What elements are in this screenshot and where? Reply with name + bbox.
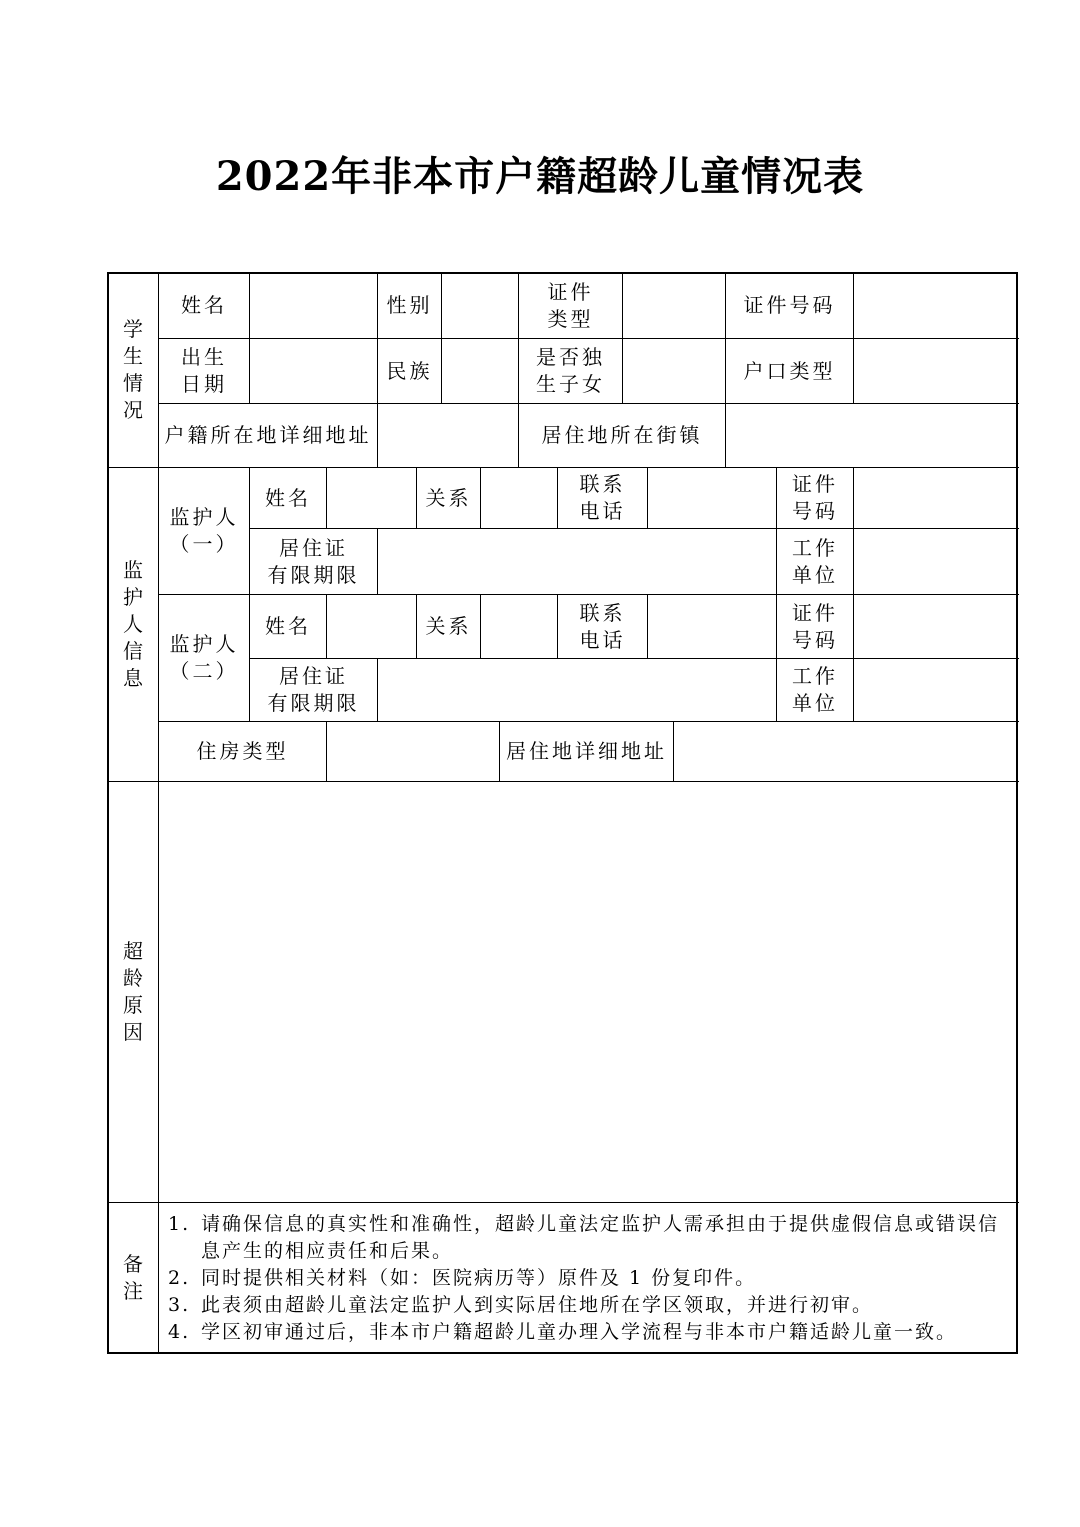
student-only-child-label: 是否独 生子女 — [536, 345, 605, 396]
guardian2-id-number-label: 证件 号码 — [792, 600, 838, 652]
student-hukou-type-field[interactable] — [854, 339, 1018, 403]
guardian2-phone-field[interactable] — [648, 595, 776, 658]
vertical-label-char: 龄 — [123, 966, 143, 990]
student-hukou-address-label: 户籍所在地详细地址 — [164, 423, 372, 447]
student-name-field[interactable] — [250, 273, 377, 338]
student-hukou-address-field[interactable] — [378, 404, 518, 467]
vertical-label-char: 监 — [123, 558, 143, 582]
note-number: 2. — [168, 1267, 191, 1289]
guardian1-phone-field[interactable] — [648, 468, 776, 528]
guardian2-relation-label: 关系 — [425, 614, 472, 638]
guardian1-name-label: 姓名 — [265, 485, 311, 510]
student-hukou-type-label: 户口类型 — [743, 358, 836, 383]
guardian1-employer-field[interactable] — [854, 529, 1018, 594]
student-only-child-field[interactable] — [623, 339, 725, 403]
guardian1-id-number-field[interactable] — [854, 468, 1018, 528]
vertical-label-char: 生 — [123, 344, 143, 368]
student-id-number-field[interactable] — [854, 273, 1018, 338]
student-ethnicity-label: 民族 — [386, 358, 433, 383]
reason-section-label — [108, 782, 158, 1202]
vertical-label-char: 情 — [123, 371, 143, 395]
student-id-type-label: 证件 类型 — [547, 279, 594, 331]
vertical-label-char: 息 — [123, 666, 143, 690]
vertical-label-char: 备 — [123, 1252, 143, 1276]
guardian2-employer-field[interactable] — [854, 659, 1018, 721]
vertical-label-char: 学 — [123, 317, 143, 341]
vertical-label-char: 因 — [123, 1020, 143, 1044]
note-text: 此表须由超龄儿童法定监护人到实际居住地所在学区领取，并进行初审。 — [201, 1294, 874, 1316]
student-residence-street-label: 居住地所在街镇 — [541, 423, 703, 447]
reason-field[interactable] — [159, 782, 1018, 1202]
residence-address-label: 居住地详细地址 — [506, 739, 667, 763]
guardian2-employer-label: 工作 单位 — [792, 664, 838, 715]
guardian-section-label — [108, 468, 158, 781]
student-name-label: 姓名 — [181, 293, 227, 317]
note-number: 3. — [168, 1294, 191, 1316]
student-birth-date-label: 出生 日期 — [181, 345, 227, 396]
guardian1-employer-label: 工作 单位 — [792, 535, 838, 587]
guardian2-name-label: 姓名 — [265, 614, 311, 638]
note-number: 1. — [168, 1213, 191, 1235]
guardian1-permit-label: 居住证 有限期限 — [267, 535, 360, 587]
housing-type-field[interactable] — [327, 722, 499, 781]
guardian2-phone-label: 联系 电话 — [579, 600, 626, 652]
vertical-label-char: 人 — [123, 612, 143, 636]
guardian2-permit-field[interactable] — [378, 659, 776, 721]
student-residence-street-field[interactable] — [726, 404, 1018, 467]
student-section-label — [108, 273, 158, 467]
student-gender-field[interactable] — [442, 273, 518, 338]
note-item — [168, 1265, 1013, 1292]
vertical-label-char: 超 — [123, 939, 143, 963]
note-text: 学区初审通过后，非本市户籍超龄儿童办理入学流程与非本市户籍适龄儿童一致。 — [201, 1321, 958, 1343]
vertical-label-char: 原 — [123, 993, 143, 1017]
student-birth-date-field[interactable] — [250, 339, 377, 403]
vertical-label-char: 信 — [123, 639, 143, 663]
guardian2-label: 监护人 （二） — [169, 632, 239, 683]
note-item — [168, 1211, 1013, 1265]
notes-list — [168, 1211, 1013, 1346]
note-text: 请确保信息的真实性和准确性，超龄儿童法定监护人需承担由于提供虚假信息或错误信息产生的相应责任和后果。 — [201, 1213, 1000, 1262]
guardian1-label: 监护人 （一） — [169, 505, 239, 556]
residence-address-field[interactable] — [674, 722, 1018, 781]
guardian1-id-number-label: 证件 号码 — [792, 472, 838, 523]
note-text: 同时提供相关材料（如：医院病历等）原件及 1 份复印件。 — [201, 1267, 757, 1289]
section-divider — [108, 1202, 1019, 1203]
student-ethnicity-field[interactable] — [442, 339, 518, 403]
guardian1-relation-label: 关系 — [425, 485, 472, 510]
note-item — [168, 1292, 1013, 1319]
notes-section-label — [108, 1203, 158, 1353]
note-item — [168, 1319, 1013, 1346]
housing-type-label: 住房类型 — [196, 739, 289, 763]
student-id-type-field[interactable] — [623, 273, 725, 338]
page-title: 2022年非本市户籍超龄儿童情况表 — [215, 153, 865, 200]
student-id-number-label: 证件号码 — [743, 293, 836, 317]
vertical-label-char: 护 — [123, 585, 143, 609]
note-number: 4. — [168, 1321, 191, 1343]
guardian2-relation-field[interactable] — [481, 595, 557, 658]
vertical-label-char: 注 — [123, 1279, 143, 1303]
guardian1-phone-label: 联系 电话 — [579, 472, 626, 523]
guardian2-name-field[interactable] — [327, 595, 416, 658]
guardian1-relation-field[interactable] — [481, 468, 557, 528]
guardian1-name-field[interactable] — [327, 468, 416, 528]
student-gender-label: 性别 — [386, 293, 433, 317]
guardian2-id-number-field[interactable] — [854, 595, 1018, 658]
guardian1-permit-field[interactable] — [378, 529, 776, 594]
guardian2-permit-label: 居住证 有限期限 — [267, 664, 360, 715]
vertical-label-char: 况 — [123, 398, 143, 422]
